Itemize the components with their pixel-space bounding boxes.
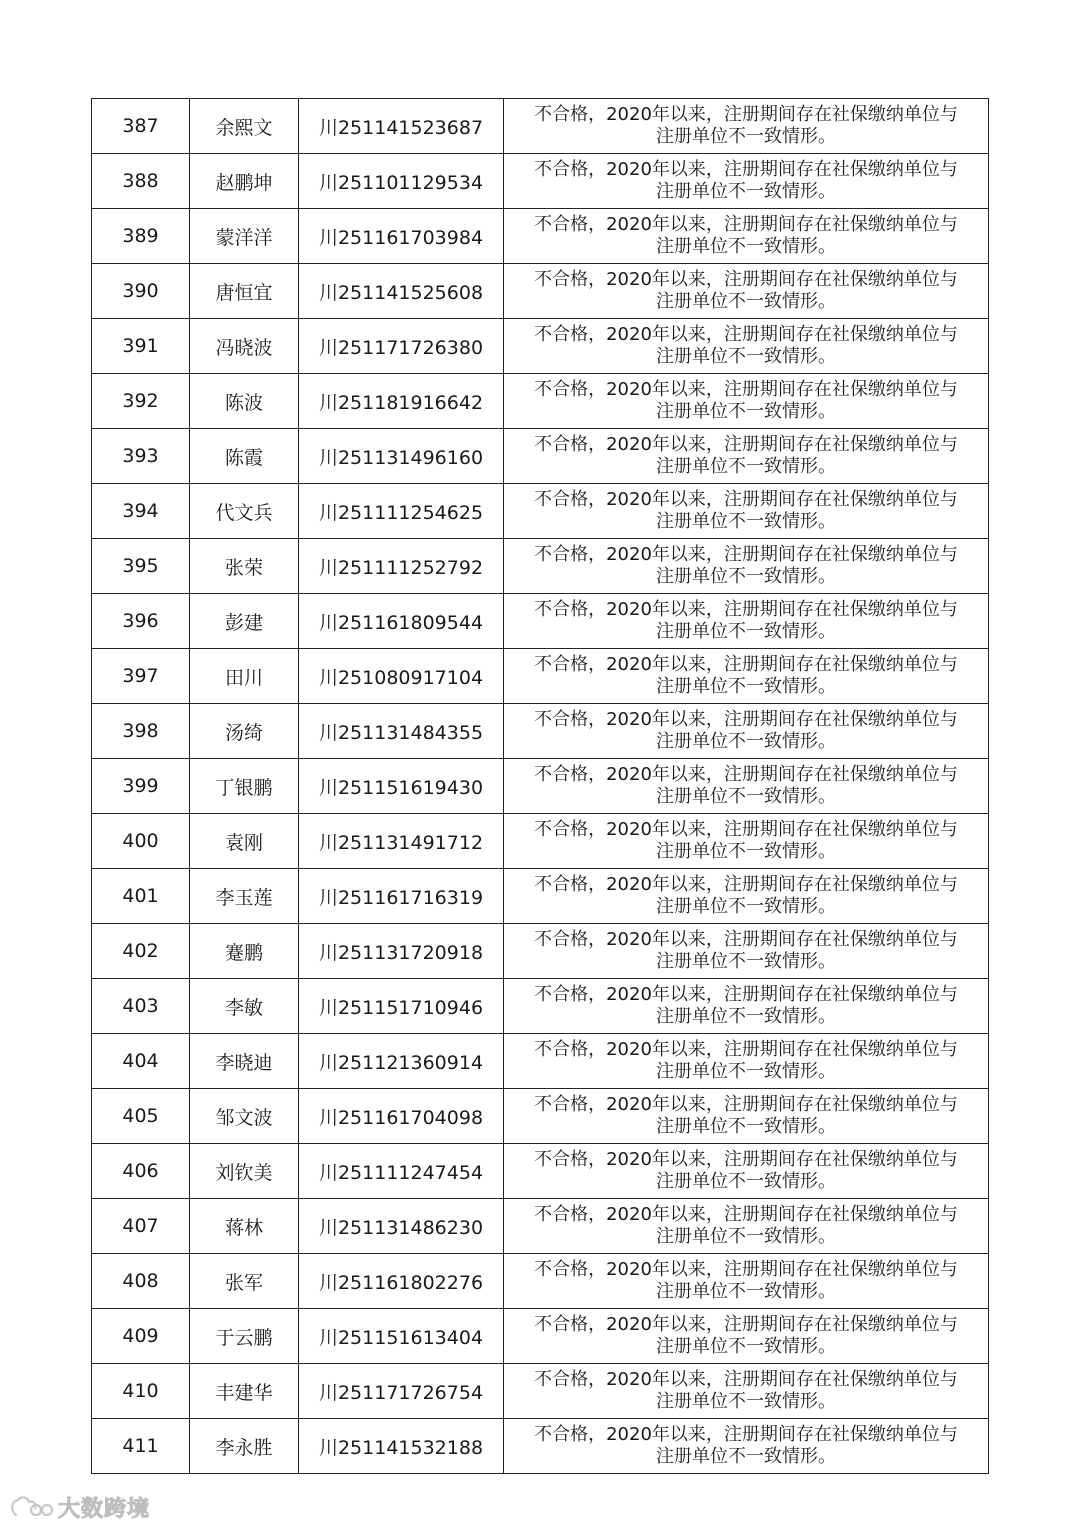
table-row bbox=[92, 814, 989, 869]
registration-id-cell: 川251171726380 bbox=[299, 319, 504, 374]
result-cell bbox=[504, 429, 989, 484]
result-cell bbox=[504, 374, 989, 429]
result-line-2: 注册单位不一致情形。 bbox=[656, 786, 836, 807]
result-cell bbox=[504, 1089, 989, 1144]
table-row bbox=[92, 1309, 989, 1364]
person-name-cell: 邹文波 bbox=[190, 1089, 299, 1144]
table-row bbox=[92, 99, 989, 154]
result-cell bbox=[504, 1364, 989, 1419]
table-row bbox=[92, 594, 989, 649]
result-line-2: 注册单位不一致情形。 bbox=[656, 291, 836, 312]
person-name-cell: 丁银鹏 bbox=[190, 759, 299, 814]
result-cell bbox=[504, 814, 989, 869]
registration-id-cell: 川251141532188 bbox=[299, 1419, 504, 1474]
row-number-cell: 399 bbox=[92, 759, 190, 814]
result-cell bbox=[504, 1034, 989, 1089]
person-name-cell: 蒋林 bbox=[190, 1199, 299, 1254]
result-line-1: 不合格，2020年以来，注册期间存在社保缴纳单位与 bbox=[534, 1259, 958, 1280]
result-cell bbox=[504, 154, 989, 209]
registration-id-cell: 川251131720918 bbox=[299, 924, 504, 979]
result-cell bbox=[504, 1144, 989, 1199]
table-row bbox=[92, 1144, 989, 1199]
result-line-2: 注册单位不一致情形。 bbox=[656, 456, 836, 477]
result-line-2: 注册单位不一致情形。 bbox=[656, 1281, 836, 1302]
person-name-cell: 赵鹏坤 bbox=[190, 154, 299, 209]
result-line-2: 注册单位不一致情形。 bbox=[656, 401, 836, 422]
person-name-cell: 蒙洋洋 bbox=[190, 209, 299, 264]
row-number-cell: 409 bbox=[92, 1309, 190, 1364]
result-line-2: 注册单位不一致情形。 bbox=[656, 841, 836, 862]
result-line-1: 不合格，2020年以来，注册期间存在社保缴纳单位与 bbox=[534, 434, 958, 455]
table-row bbox=[92, 374, 989, 429]
table-row bbox=[92, 1089, 989, 1144]
table-row bbox=[92, 649, 989, 704]
result-line-1: 不合格，2020年以来，注册期间存在社保缴纳单位与 bbox=[534, 654, 958, 675]
registration-id-cell: 川251131491712 bbox=[299, 814, 504, 869]
table-row bbox=[92, 319, 989, 374]
table-row bbox=[92, 209, 989, 264]
result-line-1: 不合格，2020年以来，注册期间存在社保缴纳单位与 bbox=[534, 1039, 958, 1060]
result-line-1: 不合格，2020年以来，注册期间存在社保缴纳单位与 bbox=[534, 709, 958, 730]
table-row bbox=[92, 429, 989, 484]
result-cell bbox=[504, 1419, 989, 1474]
row-number-cell: 397 bbox=[92, 649, 190, 704]
person-name-cell: 李晓迪 bbox=[190, 1034, 299, 1089]
result-line-2: 注册单位不一致情形。 bbox=[656, 1391, 836, 1412]
person-name-cell: 丰建华 bbox=[190, 1364, 299, 1419]
result-line-2: 注册单位不一致情形。 bbox=[656, 126, 836, 147]
result-line-2: 注册单位不一致情形。 bbox=[656, 1336, 836, 1357]
registration-id-cell: 川251111252792 bbox=[299, 539, 504, 594]
row-number-cell: 394 bbox=[92, 484, 190, 539]
result-line-1: 不合格，2020年以来，注册期间存在社保缴纳单位与 bbox=[534, 324, 958, 345]
person-name-cell: 陈波 bbox=[190, 374, 299, 429]
result-cell bbox=[504, 1254, 989, 1309]
table-row bbox=[92, 1199, 989, 1254]
result-line-1: 不合格，2020年以来，注册期间存在社保缴纳单位与 bbox=[534, 874, 958, 895]
result-line-1: 不合格，2020年以来，注册期间存在社保缴纳单位与 bbox=[534, 544, 958, 565]
registration-id-cell: 川251181916642 bbox=[299, 374, 504, 429]
person-name-cell: 于云鹏 bbox=[190, 1309, 299, 1364]
result-cell bbox=[504, 319, 989, 374]
person-name-cell: 汤绮 bbox=[190, 704, 299, 759]
row-number-cell: 395 bbox=[92, 539, 190, 594]
result-line-1: 不合格，2020年以来，注册期间存在社保缴纳单位与 bbox=[534, 599, 958, 620]
row-number-cell: 410 bbox=[92, 1364, 190, 1419]
result-cell bbox=[504, 1199, 989, 1254]
table-row bbox=[92, 154, 989, 209]
result-line-2: 注册单位不一致情形。 bbox=[656, 951, 836, 972]
result-cell bbox=[504, 759, 989, 814]
person-name-cell: 唐恒宜 bbox=[190, 264, 299, 319]
row-number-cell: 407 bbox=[92, 1199, 190, 1254]
row-number-cell: 391 bbox=[92, 319, 190, 374]
watermark-text: 大数跨境 bbox=[58, 1496, 151, 1522]
row-number-cell: 404 bbox=[92, 1034, 190, 1089]
registration-id-cell: 川251161802276 bbox=[299, 1254, 504, 1309]
result-cell bbox=[504, 704, 989, 759]
person-name-cell: 刘钦美 bbox=[190, 1144, 299, 1199]
result-line-2: 注册单位不一致情形。 bbox=[656, 1006, 836, 1027]
result-cell bbox=[504, 594, 989, 649]
registration-id-cell: 川251121360914 bbox=[299, 1034, 504, 1089]
row-number-cell: 406 bbox=[92, 1144, 190, 1199]
person-name-cell: 田川 bbox=[190, 649, 299, 704]
result-line-2: 注册单位不一致情形。 bbox=[656, 566, 836, 587]
result-line-1: 不合格，2020年以来，注册期间存在社保缴纳单位与 bbox=[534, 1204, 958, 1225]
person-name-cell: 李永胜 bbox=[190, 1419, 299, 1474]
result-line-1: 不合格，2020年以来，注册期间存在社保缴纳单位与 bbox=[534, 269, 958, 290]
row-number-cell: 403 bbox=[92, 979, 190, 1034]
registration-id-cell: 川251161716319 bbox=[299, 869, 504, 924]
table-row bbox=[92, 484, 989, 539]
row-number-cell: 392 bbox=[92, 374, 190, 429]
registration-id-cell: 川251171726754 bbox=[299, 1364, 504, 1419]
registration-id-cell: 川251141523687 bbox=[299, 99, 504, 154]
table-row bbox=[92, 264, 989, 319]
registration-id-cell: 川251161703984 bbox=[299, 209, 504, 264]
result-line-1: 不合格，2020年以来，注册期间存在社保缴纳单位与 bbox=[534, 929, 958, 950]
row-number-cell: 398 bbox=[92, 704, 190, 759]
result-line-2: 注册单位不一致情形。 bbox=[656, 1446, 836, 1467]
registration-id-cell: 川251101129534 bbox=[299, 154, 504, 209]
result-line-1: 不合格，2020年以来，注册期间存在社保缴纳单位与 bbox=[534, 1424, 958, 1445]
person-name-cell: 陈霞 bbox=[190, 429, 299, 484]
row-number-cell: 387 bbox=[92, 99, 190, 154]
result-cell bbox=[504, 484, 989, 539]
result-cell bbox=[504, 264, 989, 319]
row-number-cell: 396 bbox=[92, 594, 190, 649]
result-line-2: 注册单位不一致情形。 bbox=[656, 1226, 836, 1247]
table-row bbox=[92, 869, 989, 924]
result-cell bbox=[504, 979, 989, 1034]
person-name-cell: 李敏 bbox=[190, 979, 299, 1034]
person-name-cell: 代文兵 bbox=[190, 484, 299, 539]
person-name-cell: 李玉莲 bbox=[190, 869, 299, 924]
result-line-1: 不合格，2020年以来，注册期间存在社保缴纳单位与 bbox=[534, 104, 958, 125]
registration-id-cell: 川251131496160 bbox=[299, 429, 504, 484]
result-line-1: 不合格，2020年以来，注册期间存在社保缴纳单位与 bbox=[534, 159, 958, 180]
registration-id-cell: 川251080917104 bbox=[299, 649, 504, 704]
row-number-cell: 388 bbox=[92, 154, 190, 209]
row-number-cell: 408 bbox=[92, 1254, 190, 1309]
result-line-1: 不合格，2020年以来，注册期间存在社保缴纳单位与 bbox=[534, 1149, 958, 1170]
results-table bbox=[91, 98, 989, 1474]
person-name-cell: 冯晓波 bbox=[190, 319, 299, 374]
registration-id-cell: 川251131486230 bbox=[299, 1199, 504, 1254]
row-number-cell: 400 bbox=[92, 814, 190, 869]
table-row bbox=[92, 979, 989, 1034]
result-line-1: 不合格，2020年以来，注册期间存在社保缴纳单位与 bbox=[534, 379, 958, 400]
registration-id-cell: 川251111247454 bbox=[299, 1144, 504, 1199]
result-cell bbox=[504, 649, 989, 704]
person-name-cell: 袁刚 bbox=[190, 814, 299, 869]
table-row bbox=[92, 924, 989, 979]
result-line-1: 不合格，2020年以来，注册期间存在社保缴纳单位与 bbox=[534, 984, 958, 1005]
result-line-2: 注册单位不一致情形。 bbox=[656, 896, 836, 917]
brand-logo-icon bbox=[8, 1493, 54, 1521]
row-number-cell: 401 bbox=[92, 869, 190, 924]
table-row bbox=[92, 759, 989, 814]
result-line-2: 注册单位不一致情形。 bbox=[656, 236, 836, 257]
table-row bbox=[92, 1364, 989, 1419]
result-line-1: 不合格，2020年以来，注册期间存在社保缴纳单位与 bbox=[534, 764, 958, 785]
result-cell bbox=[504, 209, 989, 264]
row-number-cell: 393 bbox=[92, 429, 190, 484]
result-line-2: 注册单位不一致情形。 bbox=[656, 731, 836, 752]
registration-id-cell: 川251141525608 bbox=[299, 264, 504, 319]
result-line-1: 不合格，2020年以来，注册期间存在社保缴纳单位与 bbox=[534, 214, 958, 235]
result-line-1: 不合格，2020年以来，注册期间存在社保缴纳单位与 bbox=[534, 489, 958, 510]
table-row bbox=[92, 1419, 989, 1474]
result-line-2: 注册单位不一致情形。 bbox=[656, 511, 836, 532]
result-cell bbox=[504, 539, 989, 594]
registration-id-cell: 川251131484355 bbox=[299, 704, 504, 759]
registration-id-cell: 川251161809544 bbox=[299, 594, 504, 649]
result-line-2: 注册单位不一致情形。 bbox=[656, 621, 836, 642]
result-line-2: 注册单位不一致情形。 bbox=[656, 1061, 836, 1082]
row-number-cell: 411 bbox=[92, 1419, 190, 1474]
result-line-2: 注册单位不一致情形。 bbox=[656, 181, 836, 202]
watermark bbox=[8, 1491, 150, 1523]
registration-id-cell: 川251151613404 bbox=[299, 1309, 504, 1364]
result-line-1: 不合格，2020年以来，注册期间存在社保缴纳单位与 bbox=[534, 819, 958, 840]
table-row bbox=[92, 539, 989, 594]
result-cell bbox=[504, 869, 989, 924]
result-line-1: 不合格，2020年以来，注册期间存在社保缴纳单位与 bbox=[534, 1369, 958, 1390]
registration-id-cell: 川251161704098 bbox=[299, 1089, 504, 1144]
result-cell bbox=[504, 924, 989, 979]
row-number-cell: 390 bbox=[92, 264, 190, 319]
results-table-body bbox=[92, 99, 989, 1474]
row-number-cell: 402 bbox=[92, 924, 190, 979]
table-row bbox=[92, 1254, 989, 1309]
row-number-cell: 389 bbox=[92, 209, 190, 264]
result-line-2: 注册单位不一致情形。 bbox=[656, 1116, 836, 1137]
result-line-1: 不合格，2020年以来，注册期间存在社保缴纳单位与 bbox=[534, 1314, 958, 1335]
result-line-2: 注册单位不一致情形。 bbox=[656, 676, 836, 697]
registration-id-cell: 川251111254625 bbox=[299, 484, 504, 539]
result-line-1: 不合格，2020年以来，注册期间存在社保缴纳单位与 bbox=[534, 1094, 958, 1115]
person-name-cell: 彭建 bbox=[190, 594, 299, 649]
result-cell bbox=[504, 99, 989, 154]
result-line-2: 注册单位不一致情形。 bbox=[656, 1171, 836, 1192]
table-row bbox=[92, 704, 989, 759]
person-name-cell: 张军 bbox=[190, 1254, 299, 1309]
row-number-cell: 405 bbox=[92, 1089, 190, 1144]
table-row bbox=[92, 1034, 989, 1089]
registration-id-cell: 川251151710946 bbox=[299, 979, 504, 1034]
result-cell bbox=[504, 1309, 989, 1364]
person-name-cell: 蹇鹏 bbox=[190, 924, 299, 979]
result-line-2: 注册单位不一致情形。 bbox=[656, 346, 836, 367]
registration-id-cell: 川251151619430 bbox=[299, 759, 504, 814]
person-name-cell: 张荣 bbox=[190, 539, 299, 594]
person-name-cell: 余熙文 bbox=[190, 99, 299, 154]
